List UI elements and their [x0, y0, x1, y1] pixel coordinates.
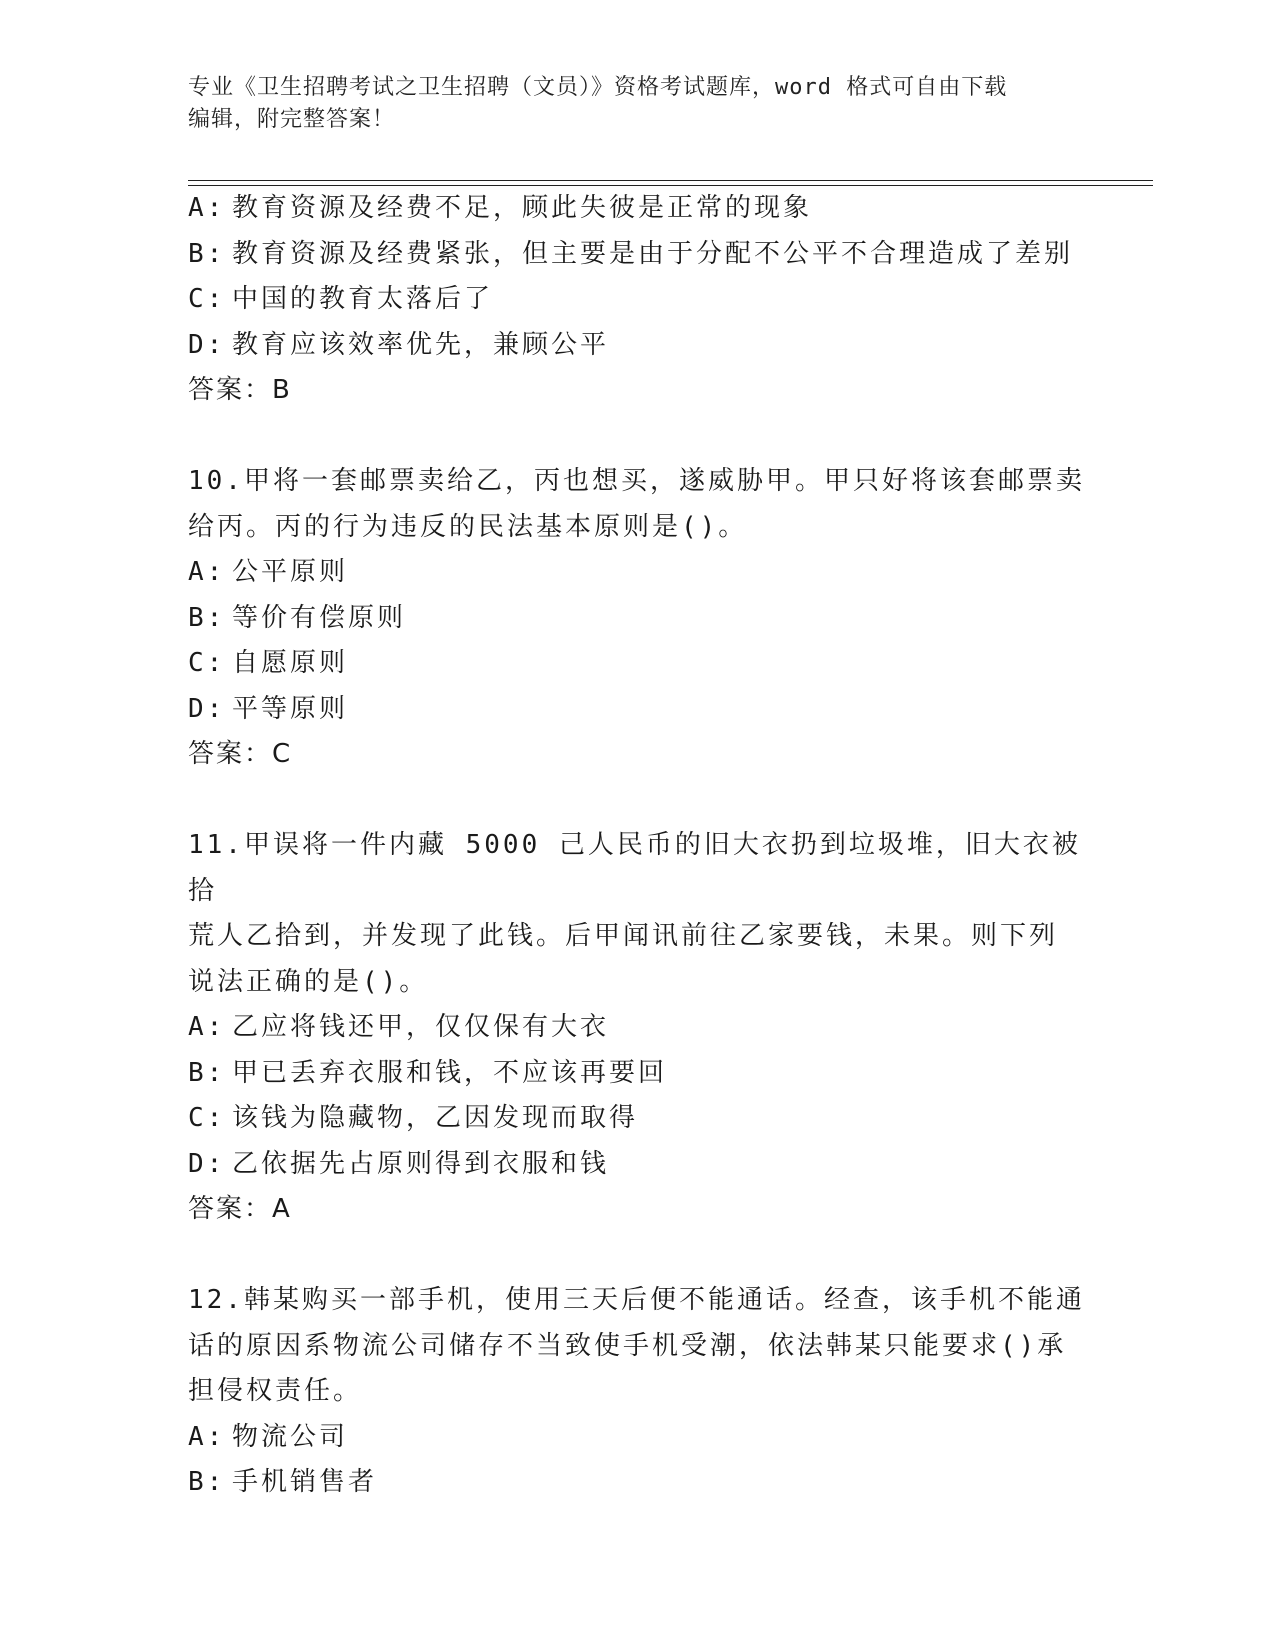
option-text: 自愿原则 — [232, 648, 349, 678]
option-d — [188, 1142, 1088, 1188]
question-stem-line: 11.甲误将一件内藏 5000 己人民币的旧大衣扔到垃圾堆，旧大衣被拾 — [188, 830, 1081, 906]
option-letter: A: — [188, 1012, 226, 1042]
option-a — [188, 1415, 1088, 1461]
option-letter: A: — [188, 557, 226, 587]
option-letter: B: — [188, 602, 226, 633]
option-letter: C: — [188, 284, 226, 314]
question-stem-line: 10.甲将一套邮票卖给乙，丙也想买，遂威胁甲。甲只好将该套邮票卖 — [188, 466, 1085, 496]
option-text: 教育资源及经费紧张，但主要是由于分配不公平不合理造成了差别 — [232, 238, 1074, 269]
question-9 — [188, 186, 1088, 414]
option-text: 乙依据先占原则得到衣服和钱 — [232, 1148, 610, 1179]
question-stem-line: 话的原因系物流公司储存不当致使手机受潮，依法韩某只能要求()承 — [188, 1330, 1067, 1361]
option-c — [188, 277, 1088, 323]
header-line-2: 编辑，附完整答案！ — [188, 107, 396, 132]
question-12 — [188, 1278, 1088, 1506]
question-stem-line: 给丙。丙的行为违反的民法基本原则是()。 — [188, 511, 748, 542]
option-text: 甲已丢弃衣服和钱，不应该再要回 — [232, 1057, 668, 1088]
option-a — [188, 186, 1088, 232]
question-stem-line: 荒人乙拾到，并发现了此钱。后甲闻讯前往乙家要钱，未果。则下列 — [188, 921, 1059, 951]
option-text: 物流公司 — [232, 1421, 349, 1452]
option-letter: B: — [188, 1467, 226, 1497]
option-b — [188, 232, 1088, 278]
option-b — [188, 1460, 1088, 1506]
option-d — [188, 323, 1088, 369]
option-c — [188, 641, 1088, 687]
option-letter: B: — [188, 1057, 226, 1088]
option-text: 平等原则 — [232, 693, 349, 724]
option-a — [188, 1005, 1088, 1051]
answer-line: 答案：C — [188, 739, 293, 769]
option-letter: D: — [188, 693, 226, 724]
option-text: 公平原则 — [232, 557, 349, 587]
option-letter: D: — [188, 329, 226, 360]
option-text: 该钱为隐藏物，乙因发现而取得 — [232, 1103, 639, 1133]
answer-line: 答案：B — [188, 375, 292, 405]
option-letter: C: — [188, 648, 226, 678]
option-text: 乙应将钱还甲，仅仅保有大衣 — [232, 1012, 610, 1042]
spacer — [188, 414, 1088, 460]
option-c — [188, 1096, 1088, 1142]
question-stem-line: 12.韩某购买一部手机，使用三天后便不能通话。经查，该手机不能通 — [188, 1285, 1085, 1315]
option-text: 中国的教育太落后了 — [232, 284, 494, 314]
question-stem-line: 担侵权责任。 — [188, 1376, 363, 1406]
option-text: 教育应该效率优先，兼顾公平 — [232, 329, 610, 360]
option-a — [188, 550, 1088, 596]
option-letter: A: — [188, 1421, 226, 1452]
option-text: 手机销售者 — [232, 1467, 378, 1497]
option-text: 教育资源及经费不足，顾此失彼是正常的现象 — [232, 193, 813, 223]
spacer — [188, 1233, 1088, 1279]
option-text: 等价有偿原则 — [232, 602, 407, 633]
document-header — [188, 72, 1088, 136]
question-11 — [188, 823, 1088, 1233]
answer-line: 答案：A — [188, 1194, 292, 1224]
option-letter: B: — [188, 238, 226, 269]
option-letter: D: — [188, 1148, 226, 1179]
question-10 — [188, 459, 1088, 778]
option-b — [188, 596, 1088, 642]
option-letter: A: — [188, 193, 226, 223]
option-b — [188, 1051, 1088, 1097]
document-body — [188, 186, 1088, 1506]
header-divider-top — [188, 180, 1153, 181]
option-letter: C: — [188, 1103, 226, 1133]
header-line-1: 专业《卫生招聘考试之卫生招聘（文员）》资格考试题库，word 格式可自由下载 — [188, 75, 1008, 100]
question-stem-line: 说法正确的是()。 — [188, 966, 429, 997]
option-d — [188, 687, 1088, 733]
spacer — [188, 778, 1088, 824]
